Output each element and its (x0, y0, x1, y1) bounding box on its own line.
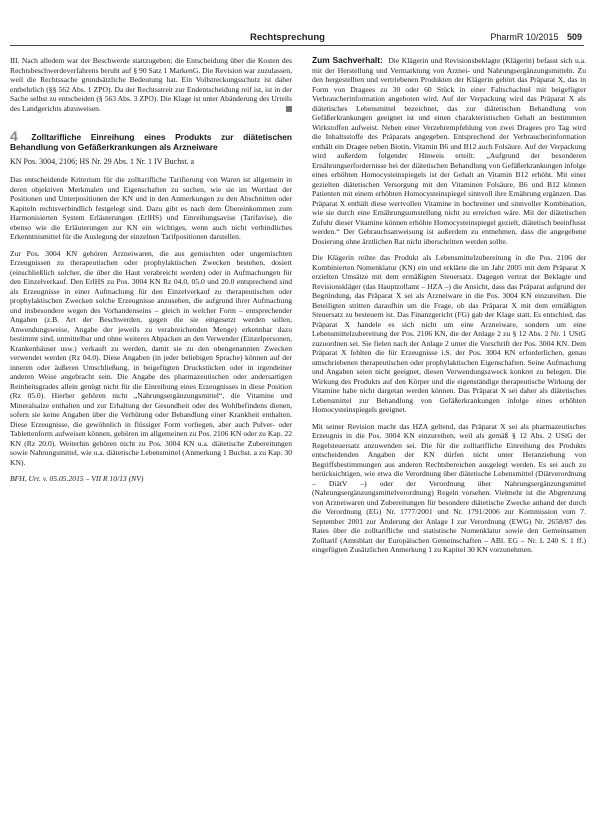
facts-label: Zum Sachverhalt: (312, 56, 383, 65)
facts-paragraph-3: Mit seiner Revision macht das HZA geltend, das Präparat X sei als pharmazeutisches Erzeugnis in die Pos. 3004 KN einzureihen, weil als gemäß § 12 Abs. 2 UStG der Regelsteuersatz anzuwenden sei. Die für die zolltarifliche Einreihung des Produkts entscheidenden Angaben der KN dürfen nicht unter Heranziehung von Begriffsbestimmungen aus anderen Rechtsbereichen ausgelegt werden. Es sei auch zu berücksichtigen, wie etwa die Verordnung über diätetische Lebensmittel (Diätverordnung – DiätV –) oder der Verordnung über Nahrungsergänzungsmittel (Nahrungsergänzungsmittelverordnung) Regeln vorsehen. Vielmehr ist die Abgrenzung von Arzneiwaren und Zubereitungen für besondere diätetische Zwecke anhand der durch die Verordnung (EG) Nr. 1777/2001 und Nr. 1791/2006 zur Kommission vom 7. September 2001 zur Änderung der Anlage I zur Verordnung (EWG) Nr. 2658/87 des Rates über die zolltarifliche und statistische Nomenklatur sowie den Gemeinsamen Zolltarif (Amtsblatt der Europäischen Gemeinschaften – ABl. EG – Nr. L 240 S. 1 ff.) eingefügten Zusätzlichen Anmerkung 1 zu Kapitel 30 KN vorzunehmen. (312, 421, 586, 554)
facts-text-1: Die Klägerin und Revisionsbeklagte (Klägerin) befasst sich u.a. mit der Herstellung und Vermarktung von Arznei- und Nahrungsergänzungsmitteln. Zu den hergestellten und vertriebenen Produkten der Klägerin gehört das Präparat X, das in Form von Dragees zu 30 oder 60 Stück in einer Faltschachtel mit beigefügter Verbraucherinformation angeboten wird. Auf der Verpackung wird das Präparat X als diätetisches Lebensmittel bezeichnet, das zur diätetischen Behandlung von Gefäßerkrankungen geeignet ist und einen charakteristischen Gehalt an bestimmten Wirkstoffen aufweist. Neben einer Verzehrempfehlung von zwei Dragees pro Tag wird die Inhaltsstoffe des Präparats angegeben. Entsprechend der Verbraucherinformation enthält ein Dragee neben Biotin, Vitamin B6 und B12 auch Folsäure. Auf der Verpackung wird außerdem folgender Hinweis erteilt: „Aufgrund der besonderen Ernährungserfordernisse bei der diätetischen Behandlung von Gefäßerkrankungen infolge eines erhöhten Homocysteinspiegels ist der Gehalt an Vitamin B12 erhöht. Mit einer gezielten diätetischen Versorgung mit den Vitaminen Folsäure, B6 und B12 können Patienten mit einem erhöhten Homocysteinspiegel sinnvoll ihre Ernährung ergänzen. Das Präparat X enthält diese wertvollen Vitamine in hochreiner und sinnvoller Kombination, wie sie durch eine Ernährungsumstellung nicht zu erreichen wäre. Mit der diätetischen Zufuhr dieser Vitamine können erhöhte Homocysteinspiegel gezielt, diätetisch beeinflusst werden.“ Der Gebrauchsanweisung ist außerdem zu entnehmen, dass die angegebene Dosierung ohne ärztlichen Rat nicht überschritten werden sollte. (312, 56, 586, 246)
intro-text: III. Nach alledem war der Beschwerde stattzugeben; die Entscheidung über die Kosten des Rechtsbeschwerdeverfahrens beruht auf § 90 Satz 1 MarkenG. Die Revision war zuzulassen, weil die Rechtssache grundsätzliche Bedeutung hat. Ein Vollstreckungsschutz ist daher entbehrlich (§§ 562 Abs. 1 ZPO). Da der Rechtsstreit zur Endentscheidung reif ist, ist in der Sache selbst zu entscheiden (§ 563 Abs. 3 ZPO). Die Klage ist unter Abänderung des Urteils des Landgerichts abzuweisen. (10, 56, 292, 113)
court-citation: BFH, Urt. v. 05.05.2015 – VII R 10/13 (NV) (10, 474, 144, 483)
facts-paragraph-1 (312, 56, 586, 246)
page-number: 509 (566, 32, 582, 42)
facts-paragraph-2: Die Klägerin reihte das Produkt als Lebensmittelzubereitung in die Pos. 2106 der Kombinierten Nomenklatur (KN) ein und erklärte die im Jahr 2005 mit dem Präparat X erzielten Umsätze mit dem ermäßigten Steuersatz. Dagegen vertrat der Beklagte und Revisionskläger (das Hauptzollamt – HZA –) die Ansicht, dass das Präparat aufgrund der Begründung, das Präparat X sei als Arzneiware in die Pos. 3004 KN einzureihen. Die Beteiligten stritten daraufhin um die Frage, ob das Präparat X mit dem ermäßigten Steuersatz zu besteuern ist. Das Finanzgericht (FG) gab der Klage statt. Es entschied, das Präparat X handele es sich nicht um eine Arzneiware, sondern um eine Lebensmittelzubereitung der Pos. 2106 KN, die der Anlage 2 zu § 12 Abs. 2 Nr. 1 UStG zuzuordnen sei. Sie fielen nach der Anlage 2 unter die Vorschrift der Pos. 3004 KN. Dem Präparat X fehlten die für Erzeugnisse i.S. der Pos. 3004 KN erforderlichen, genau umschriebenen therapeutischen oder prophylaktischen Eigenschaften. Seine Aufmachung und Angaben seien nicht geeignet, diesen Verwendungszweck konkret zu belegen. Die Wirkung des Produkts auf den Körper und die eigenständige therapeutische Wirkung der Vitamine habe nicht dargetan werden können. Das Präparat X sei daher als diätetisches Lebensmittel zur Behandlung von Gefäßerkrankungen infolge eines erhöhten Homocysteinspiegels geeignet. (312, 253, 586, 414)
end-of-article-icon (286, 106, 292, 112)
journal-issue: PharmR 10/2015 (490, 32, 559, 42)
article-citation: KN Pos. 3004, 2106; HS Nr. 29 Abs. 1 Nr. 1 IV Buchst. a (10, 157, 195, 166)
intro-paragraph (10, 56, 292, 113)
article-heading (10, 128, 292, 152)
page-header-right (490, 32, 582, 42)
headnote-paragraph-2: Zur Pos. 3004 KN gehören Arzneiwaren, die aus gemischten oder ungemischten Erzeugnissen zu therapeutischen oder prophylaktischen Zwecken bestehen, dosiert (einschließlich solcher, die über die Haut verabreicht werden) oder in Aufmachungen für den Einzelverkauf. Den ErlHS zu Pos. 3004 KN Rz 04.0, 05.0 und 20.0 entsprechend sind als Erzeugnisse in einer Aufmachung für den Einzelverkauf zu therapeutischen oder prophylaktischen Zwecken solche Erzeugnisse anzusehen, die aufgrund ihrer Aufmachung und insbesondere wegen des Vorhandenseins – gleich in welcher Form – entsprechender Angaben (z.B. Art der Beschwerden, gegen die sie eingesetzt werden sollen, Anwendungsweise, Angabe der jeweils zu verabreichenden Menge) erkennbar dazu bestimmt sind, unmittelbar und ohne weiteres Abpacken an den Verwender (Einzelpersonen, Krankenhäuser usw.) verkauft zu werden, damit sie zu den obengenannten Zwecken verwendet werden (Rz 04.0). Diese Angaben (in jeder beliebigen Sprache) können auf der inneren oder äußeren Umschließung, in beigefügten Druckstücken oder in irgendeiner anderen Weise angebracht sein. Die Angabe des pharmazeutischen oder andersartigen Reinheitsgrades allein genügt nicht für die Einreihung eines Erzeugnisses in diese Position (Rz 05.0). Hierher gehören nicht „Nahrungsergänzungsmittel“, die Vitamine und Mineralsalze enthalten und zur Erhaltung der Gesundheit oder des Wohlbefindens dienen, sofern sie keine Angaben über die Verhütung oder Behandlung einer Krankheit enthalten. Diese Erzeugnisse, die gewöhnlich in flüssiger Form vorliegen, aber auch Pulver- oder Tablettenform aufweisen können, gehören im allgemeinen zu Pos. 2106 KN oder zu Kap. 22 KN (Rz 20.0). Weiterhin gehören nicht zu Pos. 3004 KN u.a. diätetische Zubereitungen sowie Nahrungsmittel, wie u.a. diätetische Lebensmittel (Anmerkung 1 Buchst. a zu Kap. 30 KN). (10, 248, 292, 467)
headnote-paragraph-1: Das entscheidende Kriterium für die zolltarifliche Tarifierung von Waren ist allgemein in deren objektiven Merkmalen und Eigenschaften zu suchen, wie sie im Wortlaut der Positionen und Unterpositionen der KN und in den Anmerkungen zu den Abschnitten oder Kapiteln rechtsverbindlich festgelegt sind. Dazu gibt es nach dem Übereinkommen zum Harmonisierten System Erläuterungen (ErlHS) und Einreihungsavise (Tarifavise), die ebenso wie die Erläuterungen zur KN ein wichtiges, wenn auch nicht verbindliches Erkenntnismittel für die Auslegung der einzelnen Tarifpositionen darstellen. (10, 175, 292, 241)
right-column (312, 56, 586, 816)
left-column (10, 56, 292, 818)
header-rule (10, 45, 584, 46)
section-label: Rechtsprechung (250, 32, 325, 43)
article-title: Zolltarifliche Einreihung eines Produkts zur diätetischen Behandlung von Gefäßerkrankungen als Arzneiware (10, 132, 292, 152)
article-number: 4 (10, 128, 18, 144)
